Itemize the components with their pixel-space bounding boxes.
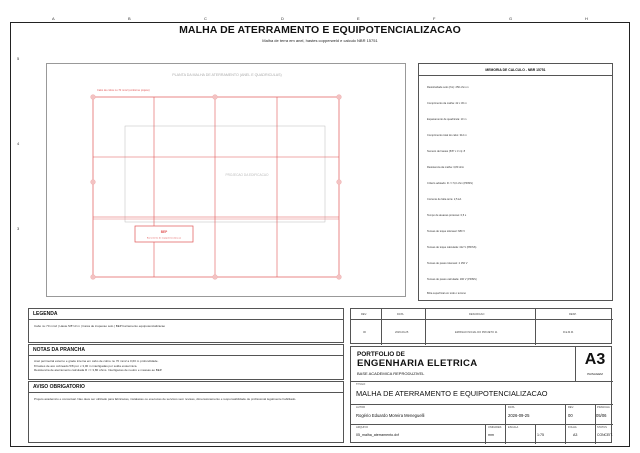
rev-header: REV. [361,313,367,316]
grid-ring [93,97,339,277]
desc-cell: EMISSAO INICIAL DO PROJETO 11 [455,331,498,334]
ground-rod [91,275,96,280]
data-label: DATA [508,406,515,409]
conductor-note: Cabo de cobre nu 70 mm2 (conforme projeto) [97,89,150,92]
unidades-value: mm [488,433,494,437]
portfolio-line2: ENGENHARIA ELETRICA [357,358,478,369]
memo-line: Tempo de atuacao protecao: 0,5 s [427,214,467,217]
grounding-grid-drawing [47,64,407,298]
note-line: Anel perimetral externo e grade interna em cabo de cobre nu 70 mm2 a 0,60 m profundidade. [34,359,159,363]
memo-line: Tensao de passo toleravel: 2 150 V [427,262,468,265]
zone-number: 3 [17,226,20,231]
warning-text: Projeto academico e conceitual. Nao deve ser utilizado para fabricacao, instalacao ou execucao de servicos sem revisao, dimensionamento e responsabilidade de profissional legalmente habilitado. [34,397,297,401]
notes-title: NOTAS DA PRANCHA [29,345,343,356]
memo-title: MEMORIA DE CALCULO - NBR 15751 [419,64,612,76]
notes-body [29,356,343,373]
sheet-title: MALHA DE ATERRAMENTO E EQUIPOTENCIALIZACAO [179,24,461,36]
zone-letter: C [204,16,207,21]
zone-letter: A [52,16,55,21]
folha-value: A3 [573,433,578,437]
ground-rod [91,180,96,185]
date-cell: 2026-09-25 [395,331,409,334]
titulo-value: MALHA DE ATERRAMENTO E EQUIPOTENCIALIZACAO [356,389,548,398]
zone-letter: D [281,16,284,21]
title-block [350,346,612,443]
legend-panel [28,308,344,343]
desc-header: DESCRICAO [469,313,485,316]
memo-line: Corrente de falta terra: 2,5 kA [427,198,462,201]
bep-label: BEP [160,230,168,234]
portfolio-sub: BASE ACADEMICA REPRODUZIVEL [357,371,425,376]
sheet-size: A3 [584,351,606,368]
zone-letter: H [585,16,588,21]
resp-header: RESP. [569,313,577,316]
prancha-label: PRANCHA [597,406,610,409]
zone-letter: G [509,16,513,21]
status-label: STATUS [597,426,607,429]
sheet-orientation: PAISAGEM [587,372,603,376]
memo-line: Comprimento total do cabo: 312 m [427,134,467,137]
zone-letter: F [433,16,436,21]
revision-table [350,308,612,344]
notes-panel [28,344,344,380]
ground-rod [337,95,342,100]
ground-rod [337,180,342,185]
memo-line: Tensao de toque calculada: 412 V (PRISS) [427,246,477,249]
rev-cell: 00 [363,331,366,334]
ground-rod [213,275,218,280]
memo-line: Espacamento de quadricula: 10 m [427,118,467,121]
memo-line: Numero de hastes (5/8" x 3 m): 8 [427,150,466,153]
rev-value: 00 [568,413,573,418]
ground-rod [213,95,218,100]
building-label: PROJECAO DA EDIFICACAO [225,173,269,177]
autor-value: Rogério Eduardo Moreira Meneguelli [356,413,425,418]
memo-line: Resistividade solo (rho): 250 ohm.m [427,86,469,89]
escala-label: ESCALA [508,426,519,429]
legend-title: LEGENDA [29,309,343,320]
unidades-label: UNIDADES [488,426,502,429]
data-value: 2026-09-25 [508,413,530,418]
calculation-memo [418,63,613,301]
prancha-value: 05/06 [596,413,607,418]
legend-text: Cabo nu 70 mm2 | Haste 5/8"x3 m | Caixa de inspecao solo | BEP barramento equipotencializacao [34,324,166,328]
ground-rods [91,95,342,280]
arquivo-value: 05_malha_aterramento.dxf [356,433,399,437]
memo-line: Resistencia da malha: 3,80 ohm [427,166,465,169]
bep-box [135,226,193,242]
drawing-area [46,63,406,297]
warning-title: AVISO OBRIGATORIO [29,382,343,393]
arquivo-label: ARQUIVO [356,426,368,429]
memo-line: Tensao de toque toleravel: 680 V [427,230,465,233]
memo-line: Criterio adotado: R <= 5,0 ohm (PRISS) [427,182,473,185]
autor-label: AUTOR [356,406,366,409]
bep-sublabel: Barramento de equipotencializacao [146,237,182,240]
escala-value: 1:75 [537,433,544,437]
memo-line: Tensao de passo calculada: 190 V (PRISS) [427,278,477,281]
memo-line: Brita superficial em todo o terreno [427,292,466,295]
zone-letter: B [128,16,131,21]
zone-number: 4 [17,141,20,146]
memo-line: Comprimento da malha: 42 x 30 m [427,102,467,105]
sheet-subtitle: Malha de terra em anel, hastes copperweld e calculo NBR 15751 [262,38,378,43]
ground-rod [91,95,96,100]
portfolio-line1: PORTFOLIO DE [357,351,405,358]
titulo-label: TITULO [356,383,366,386]
folha-label: FOLHA [568,426,577,429]
date-header: DATA [397,313,404,316]
ground-rod [337,275,342,280]
resp-cell: R.E.M.M. [563,331,574,334]
warning-panel [28,381,344,443]
plan-title: PLANTA DA MALHA DE ATERRAMENTO (ANEL E QUADRICULAS) [172,73,282,77]
zone-letter: E [357,16,360,21]
rev-label: REV. [568,406,574,409]
note-line: Resistencia de aterramento calculada R <= 3,80 ohms. Interligacao de neutro e massas ao BEP. [34,368,163,373]
status-value: CONCEIT. [597,433,613,437]
note-line: 8 hastes de aco cobreado 5/8 pol. x 3,00 m interligadas por solda exotermica. [34,363,138,368]
zone-number: 5 [17,56,20,61]
